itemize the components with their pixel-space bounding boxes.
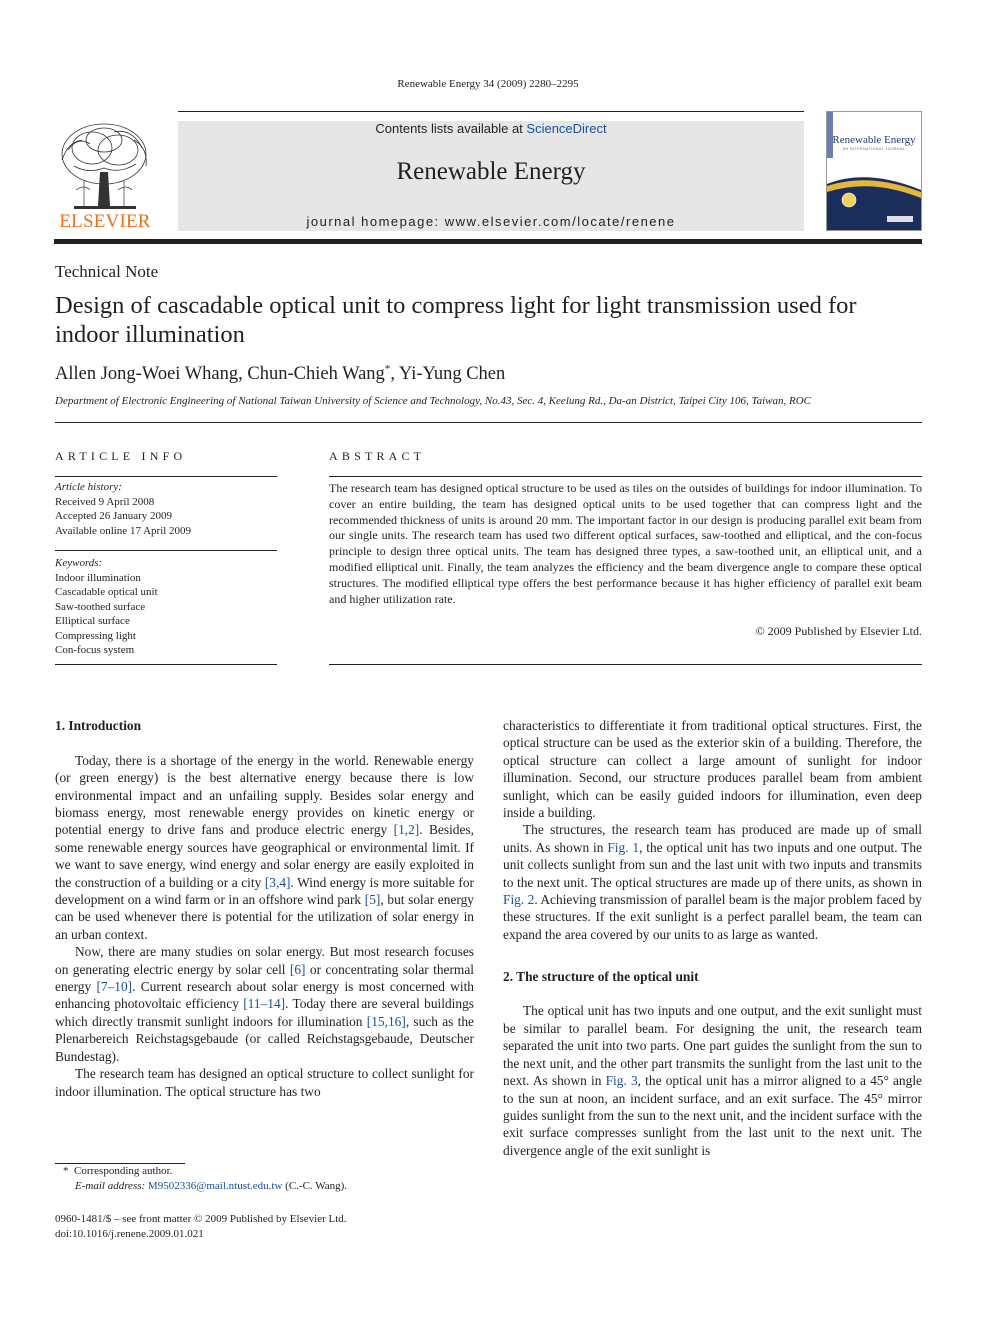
article-info-heading: ARTICLE INFO: [55, 449, 187, 463]
affiliation-rule: [55, 422, 922, 423]
keywords: [55, 556, 277, 658]
paragraph: Today, there is a shortage of the energy in the world. Renewable energy (or green energy) is the best alternative energy because there is low environmental impact and an unfailing supply. Besides solar energy and biomass energy, most renewable energy provides on kinetic energy or potential energy to drive fans and produce electric energy [1,2]. Besides, some renewable energy sources have geographical or environmental limit. If we want to save energy, wind energy and solar energy are easily exploited in the construction of a building or a city [3,4]. Wind energy is more suitable for development on a wind farm or in an offshore wind park [5], but solar energy can be used whenever there is potential for the utilization of solar energy in an urban context.: [55, 752, 475, 942]
paragraph: The research team has designed an optical structure to collect sunlight for indoor illumination. The optical structure has two: [55, 1066, 474, 1099]
paragraph: The structures, the research team has produced are made up of small units. As shown in Fig. 1, the optical unit has two inputs and one output. The unit collects sunlight from sun and the last unit with two inputs and transmits to the next unit. The optical structures are made up of there units, as shown in Fig. 2. Achieving transmission of parallel beam is the major problem faced by these structures. If the exit sunlight is a perfect parallel beam, the team can expand the area covered by our units to as large as wanted.: [503, 822, 922, 942]
footnote-mark: *: [63, 1165, 69, 1177]
paragraph: characteristics to differentiate it from traditional optical structures. First, the optical structure can be used as the exterior skin of a building. Therefore, the optical structure can collect a large amount of sunlight for indoor illumination. Second, our structure produces parallel beam from ambient sunlight, which can be easily guided indoors for illumination, even deep inside a building.: [503, 718, 922, 821]
elsevier-tree-icon: [54, 120, 156, 212]
abstract-rule-bottom: [329, 664, 922, 665]
author-list: [55, 363, 505, 385]
citation-link[interactable]: [11–14]: [243, 996, 286, 1012]
paragraph: Now, there are many studies on solar energy. But most research focuses on generating electric energy by solar cell [6] or concentrating solar thermal energy [7–10]. Current research about solar energy is most concerned with enhancing photovoltaic efficiency [11–14]. Today there are several buildings which directly transmit sunlight indoors for illumination [15,16], such as the Plenarbereich Reichstagsgebaude (or called Reichstagsgebaude, Deutscher Bundestag).: [55, 944, 475, 1064]
journal-homepage[interactable]: journal homepage: www.elsevier.com/locate/renene: [306, 214, 676, 229]
keyword-item: Con-focus system: [55, 644, 135, 656]
section-heading-structure: 2. The structure of the optical unit: [503, 968, 699, 984]
authors-main: Allen Jong-Woei Whang, Chun-Chieh Wang: [55, 364, 385, 385]
section-heading-introduction: 1. Introduction: [55, 718, 142, 733]
authors-tail: , Yi-Yung Chen: [390, 364, 506, 385]
article-title: Design of cascadable optical unit to compress light for light transmission used for indoor illumination: [55, 292, 857, 348]
cover-art-icon: [827, 112, 921, 230]
abstract-heading: ABSTRACT: [329, 449, 426, 463]
history-accepted: Accepted 26 January 2009: [55, 510, 172, 522]
footnote: [55, 1164, 475, 1194]
contents-prefix: Contents lists available at: [375, 121, 527, 136]
history-label: Article history:: [55, 481, 122, 493]
keyword-item: Elliptical surface: [55, 615, 130, 627]
sciencedirect-link[interactable]: ScienceDirect: [526, 121, 607, 136]
contents-line: [178, 121, 804, 137]
email-link[interactable]: M9502336@mail.ntust.edu.tw: [147, 1180, 283, 1192]
keyword-item: Cascadable optical unit: [55, 586, 158, 598]
citation-link[interactable]: [1,2]: [393, 822, 420, 838]
citation-link[interactable]: [5]: [364, 892, 381, 908]
footnote-email: E-mail address: M9502336@mail.ntust.edu.tw (C.-C. Wang).: [75, 1180, 348, 1192]
history-online: Available online 17 April 2009: [55, 524, 192, 537]
keyword-item: Indoor illumination: [55, 571, 141, 584]
info-rule-bottom: [55, 664, 277, 665]
figure-link[interactable]: Fig. 2: [503, 892, 535, 908]
article-type: Technical Note: [55, 262, 159, 281]
abstract-copyright: © 2009 Published by Elsevier Ltd.: [755, 624, 922, 638]
doi-line[interactable]: doi:10.1016/j.renene.2009.01.021: [55, 1228, 204, 1240]
citation-link[interactable]: [6]: [289, 961, 306, 977]
front-matter: [55, 1212, 347, 1242]
info-rule-top: [55, 476, 277, 477]
paragraph: The optical unit has two inputs and one output, and the exit sunlight must be similar to parallel beam. For designing the unit, the research team separated the unit into two parts. One part guides the sunlight from the sun to the next unit, and the other part transmits the sunlight from the last unit to the next. As shown in Fig. 3, the optical unit has a mirror aligned to a 45° angle to the sun at noon, an incident surface, and an exit surface. The 45° mirror guides sunlight from the sun to the next unit, and the incident surface with the exit surface compresses sunlight from the last unit to the next unit. The divergence angle of the exit sunlight is: [503, 1003, 922, 1158]
abstract-text: The research team has designed optical structure to be used as tiles on the outsides of buildings for indoor illumination. To cover an entire building, the team has designed optical units to be used together that can compress light and the recommended thickness of units is around 20 mm. The important factor in our design is producing parallel exit beam from our single units. The research team has used two different optical surfaces, saw-toothed and elliptical, and the con-focus principle to design three optical units. The team has designed three types, a saw-toothed unit, an elliptical unit, and a modified elliptical unit. Finally, the team analyzes the efficiency and the beam divergence angle to compare these optical structures. The modified elliptical type offers the best performance because it has higher efficiency of parallel exit beam and higher utilization rate.: [329, 481, 922, 606]
keyword-item: Saw-toothed surface: [55, 600, 146, 613]
history-received: Received 9 April 2008: [55, 495, 155, 508]
journal-reference: Renewable Energy 34 (2009) 2280–2295: [397, 78, 579, 90]
info-rule-middle: [55, 550, 277, 551]
citation-link[interactable]: [15,16]: [366, 1013, 406, 1029]
body-column-left: [55, 717, 474, 1100]
banner-top-rule: [178, 111, 804, 112]
article-history: [55, 480, 277, 538]
elsevier-logo: [54, 120, 156, 233]
cover-subtitle: AN INTERNATIONAL JOURNAL: [842, 147, 906, 151]
keyword-item: Compressing light: [55, 629, 136, 642]
journal-name: Renewable Energy: [396, 158, 586, 185]
citation-link[interactable]: [7–10]: [96, 979, 133, 995]
keywords-label: Keywords:: [55, 557, 103, 569]
elsevier-wordmark: ELSEVIER: [59, 211, 151, 232]
header-thick-rule: [54, 239, 922, 244]
journal-cover: [826, 111, 922, 231]
affiliation: Department of Electronic Engineering of National Taiwan University of Science and Technology, No.43, Sec. 4, Keelung Rd., Da-an District, Taipei City 106, Taiwan, ROC: [55, 395, 811, 407]
citation-link[interactable]: [3,4]: [264, 874, 291, 890]
issn-line: 0960-1481/$ – see front matter © 2009 Published by Elsevier Ltd.: [55, 1213, 347, 1225]
cover-title: Renewable Energy: [832, 134, 916, 146]
corresponding-author-mark[interactable]: *: [384, 363, 391, 375]
figure-link[interactable]: Fig. 1: [607, 839, 640, 855]
footnote-corresponding: * Corresponding author.: [63, 1165, 173, 1177]
body-column-right: [503, 717, 922, 1159]
abstract-rule-top: [329, 476, 922, 477]
figure-link[interactable]: Fig. 3: [605, 1073, 638, 1089]
journal-banner: [178, 121, 804, 231]
